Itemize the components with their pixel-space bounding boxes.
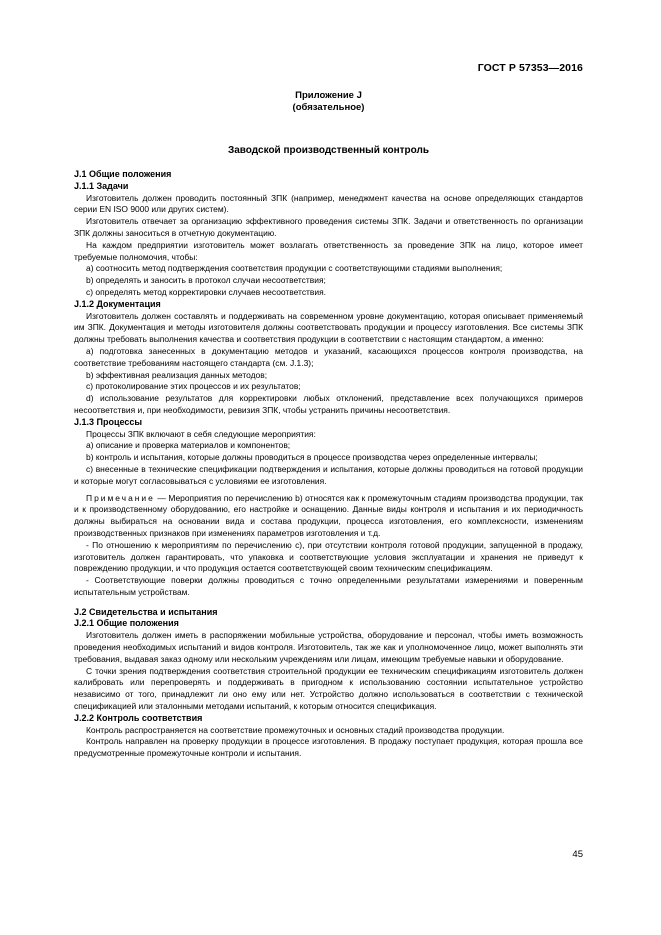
list-item: a) описание и проверка материалов и компонентов;	[86, 440, 291, 451]
list-item: b) эффективная реализация данных методов;	[86, 369, 268, 380]
paragraph: С точки зрения подтверждения соответствия строительной продукции ее техническим спецификациям изготовитель должен калибровать или перепроверять и поддерживать в пригодном к использованию состоянии испытательное устройство независимо от того, принадлежит ли оно ему или нет. Устройство должно использоваться в соответствии с технической спецификацией или эталонными методами испытаний, к которым относится спецификация.	[74, 665, 583, 712]
paragraph: Изготовитель должен проводить постоянный ЗПК (например, менеджмент качества на основе определяющих стандартов серии EN ISO 9000 или других систем).	[74, 192, 583, 215]
annex-heading	[74, 90, 583, 114]
list-item: c) определять метод корректировки случаев несоответствия.	[86, 286, 327, 297]
list-item: a) соотносить метод подтверждения соответствия продукции с соответствующими стадиями выполнения;	[86, 263, 503, 274]
paragraph: Изготовитель отвечает за организацию эффективного проведения системы ЗПК. Задачи и ответственность по организации ЗПК должны заноситься в отчетную документацию.	[74, 216, 583, 238]
annex-title: Приложение J	[295, 90, 362, 101]
section-heading: J.1 Общие положения	[74, 169, 172, 179]
paragraph: Контроль направлен на проверку продукции в процессе изготовления. В продажу поступает продукция, которая прошла все предусмотренные промежуточные контроли и испытания.	[74, 736, 583, 759]
paragraph: Изготовитель должен иметь в распоряжении мобильные устройства, оборудование и персонал, чтобы иметь возможность проведения необходимых испытаний и видов контроля. Изготовитель, так же как и уполномоченное лицо, может выполнять эти требования, выдавая заказ одному или нескольким учреждениям или лицам, имеющим требуемые навыки и оборудование.	[74, 630, 583, 664]
section-heading: J.2 Свидетельства и испытания	[74, 606, 218, 617]
document-title: Заводской производственный контроль	[227, 145, 430, 156]
paragraph: Контроль распространяется на соответствие промежуточных и основных стадий производства продукции.	[86, 724, 505, 735]
paragraph: Изготовитель должен составлять и поддерживать на современном уровне документацию, которая описывает применяемый им ЗПК. Документация и методы изготовителя должны соответствовать продукции и процессу изготовления. Все системы ЗПК должны требовать выполнения качества и соответствия продукции в соответствии с настоящим стандартом, а именно:	[74, 310, 583, 345]
note-label: Примечание	[86, 492, 155, 503]
standard-designation: ГОСТ Р 57353—2016	[477, 62, 583, 74]
list-item: c) протоколирование этих процессов и их результатов;	[86, 381, 301, 392]
list-item: a) подготовка занесенных в документацию методов и указаний, касающихся процессов контроля производства, на соответствие требованиям настоящего стандарта (см. J.1.3);	[74, 345, 583, 368]
subsection-heading: J.2.2 Контроль соответствия	[74, 712, 203, 723]
note-paragraph: - По отношению к мероприятиям по перечислению c), при отсутствии контроля готовой продукции, запущенной в продажу, изготовитель должен гарантировать, что упаковка и соответствующие условия эксплуатации и хранения не приведут к повреждению продукции, и что продукция остается соответствующей своим техническим спецификациям.	[74, 539, 583, 574]
list-item: b) контроль и испытания, которые должны проводиться в процессе производства через определенные интервалы;	[86, 452, 538, 463]
subsection-heading: J.2.1 Общие положения	[74, 618, 179, 629]
note-paragraph	[74, 493, 583, 540]
paragraph: Процессы ЗПК включают в себя следующие мероприятия:	[86, 428, 316, 439]
subsection-heading: J.1.3 Процессы	[74, 416, 143, 427]
list-item: b) определять и заносить в протокол случаи несоответствия;	[86, 275, 326, 286]
page-number: 45	[572, 849, 583, 860]
list-item: d) использование результатов для корректировки любых отклонений, представление всех получающихся примеров несоответствия и, при необходимости, ревизия ЗПК, чтобы устранить причины несоответствия.	[74, 393, 583, 415]
list-item: c) внесенные в технические спецификации подтверждения и испытания, которые должны проводиться на готовой продукции и которые могут согласовываться с условиями ее изготовления.	[74, 463, 583, 486]
note-text: — Мероприятия по перечислению b) относятся как к промежуточным стадиям производства продукции, так и к производственному оборудованию, его настройке и оснащению. Данные виды контроля и испытания и их периодичность должны выбираться на основании вида и состава продукции, процесса изготовления, его комплексности, изменениям производственных признаков при изменениях параметров изготовления и т.д.	[74, 492, 583, 538]
page-body	[74, 56, 583, 760]
paragraph: На каждом предприятии изготовитель может возлагать ответственность за проведение ЗПК на лицо, которое имеет требуемые полномочия, чтобы:	[74, 239, 583, 262]
subsection-heading: J.1.2 Документация	[74, 298, 161, 309]
annex-status: (обязательное)	[292, 102, 365, 113]
subsection-heading: J.1.1 Задачи	[74, 180, 129, 191]
note-paragraph: - Соответствующие поверки должны проводиться с точно определенными результатами измерениями и поверенным испытательным устройствам.	[74, 575, 583, 597]
